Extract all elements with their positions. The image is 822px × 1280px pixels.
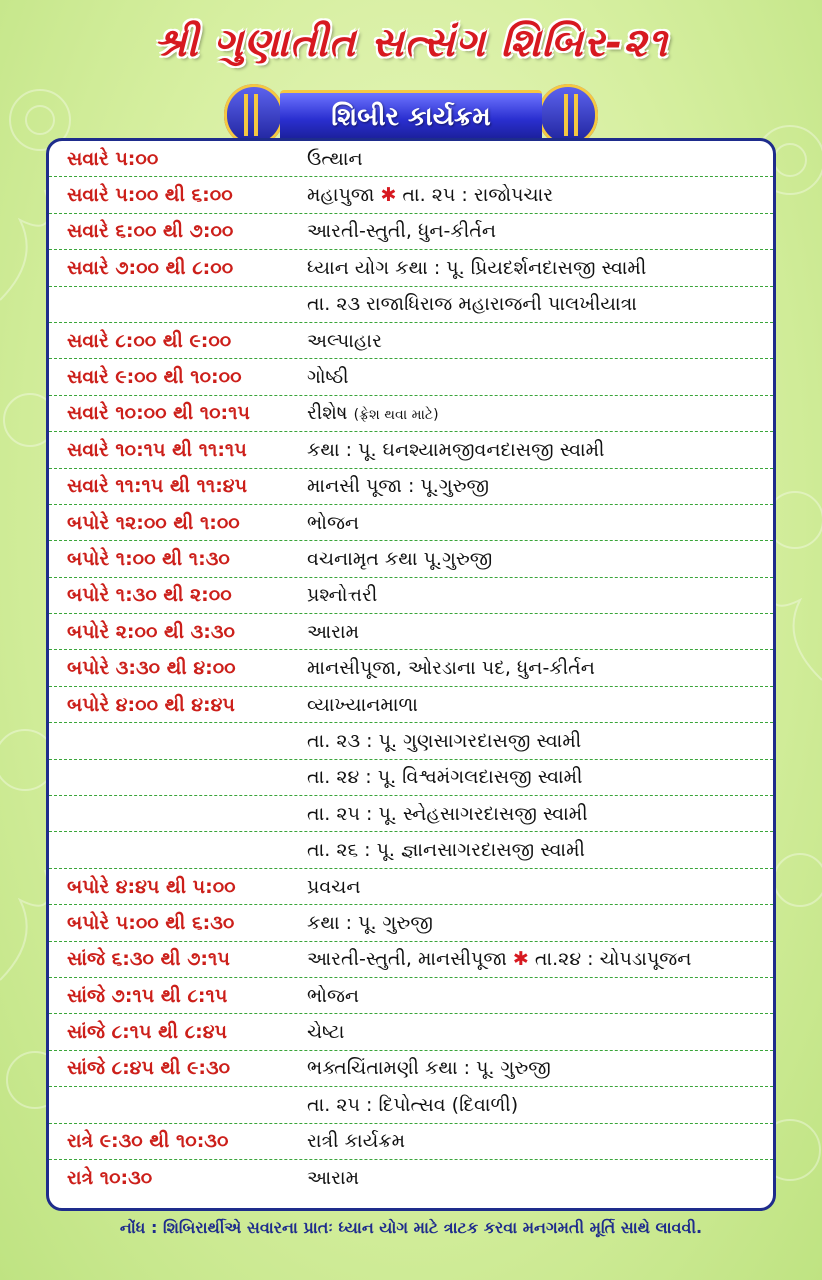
schedule-activity xyxy=(307,330,773,352)
activity-text: કથા : પૂ. ગુરુજી xyxy=(307,911,433,934)
schedule-time: સવારે ૧૦:૧૫ થી ૧૧:૧૫ xyxy=(67,438,247,461)
schedule-time: બપોરે ૪:૦૦ થી ૪:૪૫ xyxy=(67,693,235,716)
schedule-activity xyxy=(307,912,773,934)
schedule-row xyxy=(49,359,773,395)
schedule-row xyxy=(49,432,773,468)
schedule-activity xyxy=(307,148,773,170)
schedule-time: સાંજે ૭:૧૫ થી ૮:૧૫ xyxy=(67,984,228,1007)
schedule-table xyxy=(46,138,776,1211)
schedule-row xyxy=(49,1014,773,1050)
schedule-activity xyxy=(307,985,773,1007)
activity-text: વ્યાખ્યાનમાળા xyxy=(307,693,418,716)
schedule-row xyxy=(49,905,773,941)
schedule-time: બપોરે ૧૨:૦૦ થી ૧:૦૦ xyxy=(67,511,240,534)
schedule-row xyxy=(49,978,773,1014)
schedule-activity xyxy=(307,220,773,242)
schedule-activity xyxy=(307,366,773,388)
activity-text: ભોજન xyxy=(307,984,360,1007)
schedule-activity xyxy=(307,512,773,534)
activity-text: આરામ xyxy=(307,620,360,643)
activity-text: માનસીપૂજા, ઓરડાના પદ, ધુન-કીર્તન xyxy=(307,657,595,680)
activity-text: માનસી પૂજા : પૂ.ગુરુજી xyxy=(307,475,490,498)
schedule-time: સાંજે ૮:૧૫ થી ૮:૪૫ xyxy=(67,1021,228,1044)
activity-text: ભક્તચિંતામણી કથા : પૂ. ગુરુજી xyxy=(307,1057,551,1080)
schedule-row xyxy=(49,869,773,905)
schedule-row xyxy=(49,287,773,323)
activity-text: ધ્યાન યોગ કથા : પૂ. પ્રિયદર્શનદાસજી સ્વામી xyxy=(307,256,647,279)
schedule-row xyxy=(49,614,773,650)
schedule-activity xyxy=(307,402,773,424)
schedule-row xyxy=(49,250,773,286)
schedule-row xyxy=(49,1051,773,1087)
schedule-row xyxy=(49,141,773,177)
activity-text: તા. ૨૫ : દિપોત્સવ (દિવાળી) xyxy=(307,1093,519,1116)
schedule-row xyxy=(49,214,773,250)
schedule-row xyxy=(49,323,773,359)
schedule-activity xyxy=(307,293,773,315)
schedule-row xyxy=(49,505,773,541)
schedule-row xyxy=(49,177,773,213)
schedule-row xyxy=(49,942,773,978)
schedule-activity xyxy=(307,257,773,279)
schedule-activity xyxy=(307,621,773,643)
banner-left-cap xyxy=(224,84,284,146)
activity-text: તા. ૨૬ : પૂ. જ્ઞાનસાગરદાસજી સ્વામી xyxy=(307,839,585,862)
schedule-row xyxy=(49,469,773,505)
schedule-activity xyxy=(307,548,773,570)
schedule-time: સાંજે ૮:૪૫ થી ૯:૩૦ xyxy=(67,1057,231,1080)
activity-text: રાત્રી કાર્યક્રમ xyxy=(307,1130,406,1153)
schedule-time: બપોરે ૪:૪૫ થી ૫:૦૦ xyxy=(67,875,236,898)
banner-right-cap xyxy=(538,84,598,146)
activity-text: આરામ xyxy=(307,1167,360,1190)
schedule-activity xyxy=(307,1130,773,1152)
schedule-activity xyxy=(307,657,773,679)
schedule-activity xyxy=(307,1094,773,1116)
schedule-row xyxy=(49,1087,773,1123)
activity-text: પ્રવચન xyxy=(307,875,361,898)
schedule-row xyxy=(49,1124,773,1160)
asterisk-icon: ✱ xyxy=(512,948,529,971)
activity-text: તા. ૨૫ : પૂ. સ્નેહસાગરદાસજી સ્વામી xyxy=(307,802,588,825)
section-banner xyxy=(224,84,598,146)
activity-text: આરતી-સ્તુતી, ધુન-કીર્તન xyxy=(307,220,497,243)
activity-text: આરતી-સ્તુતી, માનસીપૂજા xyxy=(307,948,507,971)
schedule-row xyxy=(49,687,773,723)
footer-note: નોંધ : શિબિરાર્થીએ સવારના પ્રાતઃ ધ્યાન યોગ માટે ત્રાટક કરવા મનગમતી મૂર્તિ સાથે લાવવી. xyxy=(119,1218,703,1237)
schedule-time: સવારે ૧૦:૦૦ થી ૧૦:૧૫ xyxy=(67,402,250,425)
schedule-activity xyxy=(307,1057,773,1079)
schedule-activity xyxy=(307,876,773,898)
schedule-activity xyxy=(307,475,773,497)
schedule-activity xyxy=(307,803,773,825)
schedule-time: સવારે ૫:૦૦ xyxy=(67,147,159,170)
schedule-time: સવારે ૫:૦૦ થી ૬:૦૦ xyxy=(67,184,233,207)
schedule-row xyxy=(49,578,773,614)
schedule-time: રાત્રે ૧૦:૩૦ xyxy=(67,1167,153,1190)
activity-text: પ્રશ્નોત્તરી xyxy=(307,584,378,607)
activity-detail: તા. ૨૫ : રાજોપચાર xyxy=(402,184,554,207)
activity-text: ભોજન xyxy=(307,511,360,534)
schedule-activity xyxy=(307,839,773,861)
activity-text: કથા : પૂ. ઘનશ્યામજીવનદાસજી સ્વામી xyxy=(307,438,605,461)
activity-text: ગોષ્ઠી xyxy=(307,366,349,389)
schedule-time: સવારે ૮:૦૦ થી ૯:૦૦ xyxy=(67,329,232,352)
schedule-activity xyxy=(307,1021,773,1043)
schedule-time: બપોરે ૩:૩૦ થી ૪:૦૦ xyxy=(67,657,236,680)
activity-detail: તા.૨૪ : ચોપડાપૂજન xyxy=(534,948,692,971)
schedule-time: સવારે ૯:૦૦ થી ૧૦:૦૦ xyxy=(67,366,242,389)
activity-text: મહાપુજા xyxy=(307,184,375,207)
schedule-activity xyxy=(307,948,773,970)
activity-text: તા. ૨૩ : પૂ. ગુણસાગરદાસજી સ્વામી xyxy=(307,729,582,752)
asterisk-icon: ✱ xyxy=(380,184,397,207)
schedule-activity xyxy=(307,694,773,716)
schedule-time: બપોરે ૨:૦૦ થી ૩:૩૦ xyxy=(67,620,235,643)
schedule-activity xyxy=(307,766,773,788)
schedule-time: સાંજે ૬:૩૦ થી ૭:૧૫ xyxy=(67,948,230,971)
schedule-row xyxy=(49,832,773,868)
banner-label: શિબીર કાર્યક્રમ xyxy=(280,90,542,144)
schedule-row xyxy=(49,1160,773,1196)
schedule-time: સવારે ૧૧:૧૫ થી ૧૧:૪૫ xyxy=(67,475,248,498)
activity-text: તા. ૨૩ રાજાધિરાજ મહારાજની પાલખીયાત્રા xyxy=(307,293,637,316)
activity-text: ઉત્થાન xyxy=(307,147,363,170)
activity-text: ચેષ્ટા xyxy=(307,1021,345,1044)
schedule-time: રાત્રે ૯:૩૦ થી ૧૦:૩૦ xyxy=(67,1130,229,1153)
activity-text: તા. ૨૪ : પૂ. વિશ્વમંગલદાસજી સ્વામી xyxy=(307,766,583,789)
schedule-row xyxy=(49,796,773,832)
schedule-row xyxy=(49,760,773,796)
schedule-row xyxy=(49,396,773,432)
schedule-activity xyxy=(307,439,773,461)
activity-note: (ફ્રેશ થવા માટે) xyxy=(353,407,439,424)
schedule-row xyxy=(49,650,773,686)
schedule-activity xyxy=(307,184,773,206)
activity-text: રીશેષ xyxy=(307,402,348,425)
schedule-row xyxy=(49,723,773,759)
schedule-time: સવારે ૬:૦૦ થી ૭:૦૦ xyxy=(67,220,234,243)
schedule-activity xyxy=(307,730,773,752)
page-title: શ્રી ગુણાતીત સત્સંગ શિબિર-૨૧ xyxy=(153,20,669,66)
schedule-time: બપોરે ૧:૩૦ થી ૨:૦૦ xyxy=(67,584,232,607)
activity-text: અલ્પાહાર xyxy=(307,329,382,352)
schedule-row xyxy=(49,541,773,577)
schedule-time: બપોરે ૧:૦૦ થી ૧:૩૦ xyxy=(67,547,230,570)
schedule-time: સવારે ૭:૦૦ થી ૮:૦૦ xyxy=(67,256,234,279)
activity-text: વચનામૃત કથા પૂ.ગુરુજી xyxy=(307,547,493,570)
schedule-time: બપોરે ૫:૦૦ થી ૬:૩૦ xyxy=(67,911,235,934)
schedule-activity xyxy=(307,1167,773,1189)
schedule-activity xyxy=(307,584,773,606)
